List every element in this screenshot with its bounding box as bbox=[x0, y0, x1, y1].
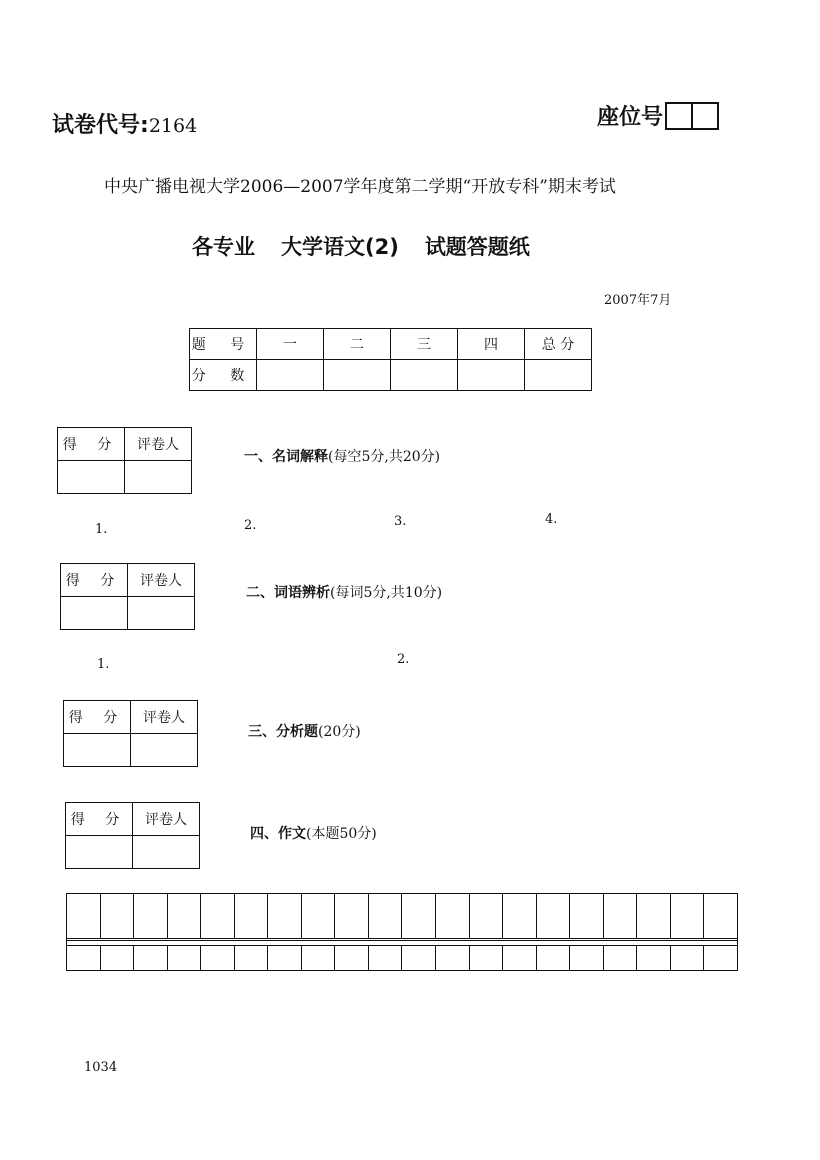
grader-score-cell[interactable] bbox=[64, 734, 131, 767]
composition-grid-cell[interactable] bbox=[703, 894, 737, 938]
answer-number: 1. bbox=[95, 522, 108, 537]
grader-name-cell[interactable] bbox=[133, 836, 200, 869]
composition-grid-cell[interactable] bbox=[334, 894, 368, 938]
composition-grid-row bbox=[67, 894, 737, 939]
composition-grid-cell[interactable] bbox=[670, 946, 704, 970]
exam-code-value: 2164 bbox=[148, 115, 198, 137]
composition-grid-cell[interactable] bbox=[502, 894, 536, 938]
grader-name-label: 评卷人 bbox=[125, 428, 192, 461]
composition-grid-cell[interactable] bbox=[200, 946, 234, 970]
composition-grid-cell[interactable] bbox=[435, 894, 469, 938]
score-cell[interactable] bbox=[525, 360, 592, 391]
grader-score-label: 得 分 bbox=[61, 564, 128, 597]
grader-name-label: 评卷人 bbox=[133, 803, 200, 836]
composition-grid-cell[interactable] bbox=[670, 894, 704, 938]
composition-grid-cell[interactable] bbox=[267, 894, 301, 938]
composition-grid-cell[interactable] bbox=[603, 894, 637, 938]
section-1-title: 一、名词解释(每空5分,共20分) bbox=[244, 449, 441, 465]
seat-number bbox=[597, 100, 719, 131]
answer-number: 1. bbox=[97, 657, 110, 672]
exam-date: 2007年7月 bbox=[604, 293, 672, 308]
section-2-title: 二、词语辨析(每词5分,共10分) bbox=[246, 585, 443, 601]
table-row bbox=[190, 360, 592, 391]
score-cell[interactable] bbox=[458, 360, 525, 391]
grader-score-label: 得 分 bbox=[66, 803, 133, 836]
exam-code bbox=[52, 108, 197, 139]
composition-grid-cell[interactable] bbox=[469, 946, 503, 970]
composition-grid-cell[interactable] bbox=[334, 946, 368, 970]
composition-grid-cell[interactable] bbox=[569, 946, 603, 970]
composition-grid-cell[interactable] bbox=[234, 946, 268, 970]
composition-grid-cell[interactable] bbox=[368, 946, 402, 970]
seat-number-label: 座位号 bbox=[597, 105, 664, 130]
composition-grid-cell[interactable] bbox=[133, 946, 167, 970]
composition-grid-cell[interactable] bbox=[67, 894, 100, 938]
grader-box-3 bbox=[63, 700, 198, 767]
score-cell[interactable] bbox=[257, 360, 324, 391]
composition-grid-divider bbox=[67, 940, 737, 941]
grader-name-cell[interactable] bbox=[131, 734, 198, 767]
composition-grid-cell[interactable] bbox=[636, 946, 670, 970]
composition-grid-cell[interactable] bbox=[267, 946, 301, 970]
section-4-title: 四、作文(本题50分) bbox=[250, 826, 377, 842]
grader-score-cell[interactable] bbox=[58, 461, 125, 494]
page-number: 1034 bbox=[84, 1060, 118, 1075]
composition-grid-cell[interactable] bbox=[301, 894, 335, 938]
grader-score-cell[interactable] bbox=[66, 836, 133, 869]
grader-score-label: 得 分 bbox=[64, 701, 131, 734]
composition-grid-cell[interactable] bbox=[167, 946, 201, 970]
composition-grid-cell[interactable] bbox=[469, 894, 503, 938]
question-col-3: 三 bbox=[391, 329, 458, 360]
composition-grid-cell[interactable] bbox=[536, 946, 570, 970]
grader-name-cell[interactable] bbox=[128, 597, 195, 630]
grader-name-label: 评卷人 bbox=[131, 701, 198, 734]
answer-number: 2. bbox=[244, 518, 257, 533]
composition-grid-cell[interactable] bbox=[301, 946, 335, 970]
table-row bbox=[190, 329, 592, 360]
question-col-2: 二 bbox=[324, 329, 391, 360]
grader-box-1 bbox=[57, 427, 192, 494]
grader-score-cell[interactable] bbox=[61, 597, 128, 630]
composition-grid-cell[interactable] bbox=[401, 894, 435, 938]
composition-grid-row bbox=[67, 945, 737, 970]
composition-grid-cell[interactable] bbox=[67, 946, 100, 970]
composition-grid-cell[interactable] bbox=[435, 946, 469, 970]
composition-grid-cell[interactable] bbox=[167, 894, 201, 938]
section-3-title: 三、分析题(20分) bbox=[248, 724, 361, 740]
exam-title bbox=[192, 231, 530, 261]
composition-grid-cell[interactable] bbox=[703, 946, 737, 970]
composition-grid-cell[interactable] bbox=[100, 946, 134, 970]
score-cell[interactable] bbox=[324, 360, 391, 391]
grader-score-label: 得 分 bbox=[58, 428, 125, 461]
grader-name-cell[interactable] bbox=[125, 461, 192, 494]
score-cell[interactable] bbox=[391, 360, 458, 391]
summary-score-table bbox=[189, 328, 592, 391]
answer-number: 4. bbox=[545, 512, 558, 527]
answer-number: 2. bbox=[397, 652, 410, 667]
composition-grid-cell[interactable] bbox=[133, 894, 167, 938]
composition-grid-cell[interactable] bbox=[234, 894, 268, 938]
exam-code-label: 试卷代号: bbox=[52, 113, 149, 138]
composition-grid-cell[interactable] bbox=[401, 946, 435, 970]
exam-major: 各专业 bbox=[192, 235, 255, 259]
question-col-total: 总 分 bbox=[525, 329, 592, 360]
score-label: 分 数 bbox=[190, 360, 257, 391]
exam-course: 大学语文(2) bbox=[281, 235, 399, 259]
exam-sheet: 试题答题纸 bbox=[424, 235, 530, 259]
composition-grid-cell[interactable] bbox=[100, 894, 134, 938]
question-col-1: 一 bbox=[257, 329, 324, 360]
composition-grid-cell[interactable] bbox=[200, 894, 234, 938]
composition-grid-cell[interactable] bbox=[368, 894, 402, 938]
question-number-label: 题 号 bbox=[190, 329, 257, 360]
seat-number-boxes[interactable] bbox=[665, 102, 719, 130]
grader-name-label: 评卷人 bbox=[128, 564, 195, 597]
grader-box-4 bbox=[65, 802, 200, 869]
composition-grid-cell[interactable] bbox=[603, 946, 637, 970]
composition-grid-cell[interactable] bbox=[636, 894, 670, 938]
question-col-4: 四 bbox=[458, 329, 525, 360]
composition-grid-cell[interactable] bbox=[502, 946, 536, 970]
composition-grid[interactable] bbox=[66, 893, 738, 971]
grader-box-2 bbox=[60, 563, 195, 630]
composition-grid-cell[interactable] bbox=[536, 894, 570, 938]
exam-header-line: 中央广播电视大学2006—2007学年度第二学期“开放专科”期末考试 bbox=[104, 177, 616, 197]
composition-grid-cell[interactable] bbox=[569, 894, 603, 938]
answer-number: 3. bbox=[394, 514, 407, 529]
